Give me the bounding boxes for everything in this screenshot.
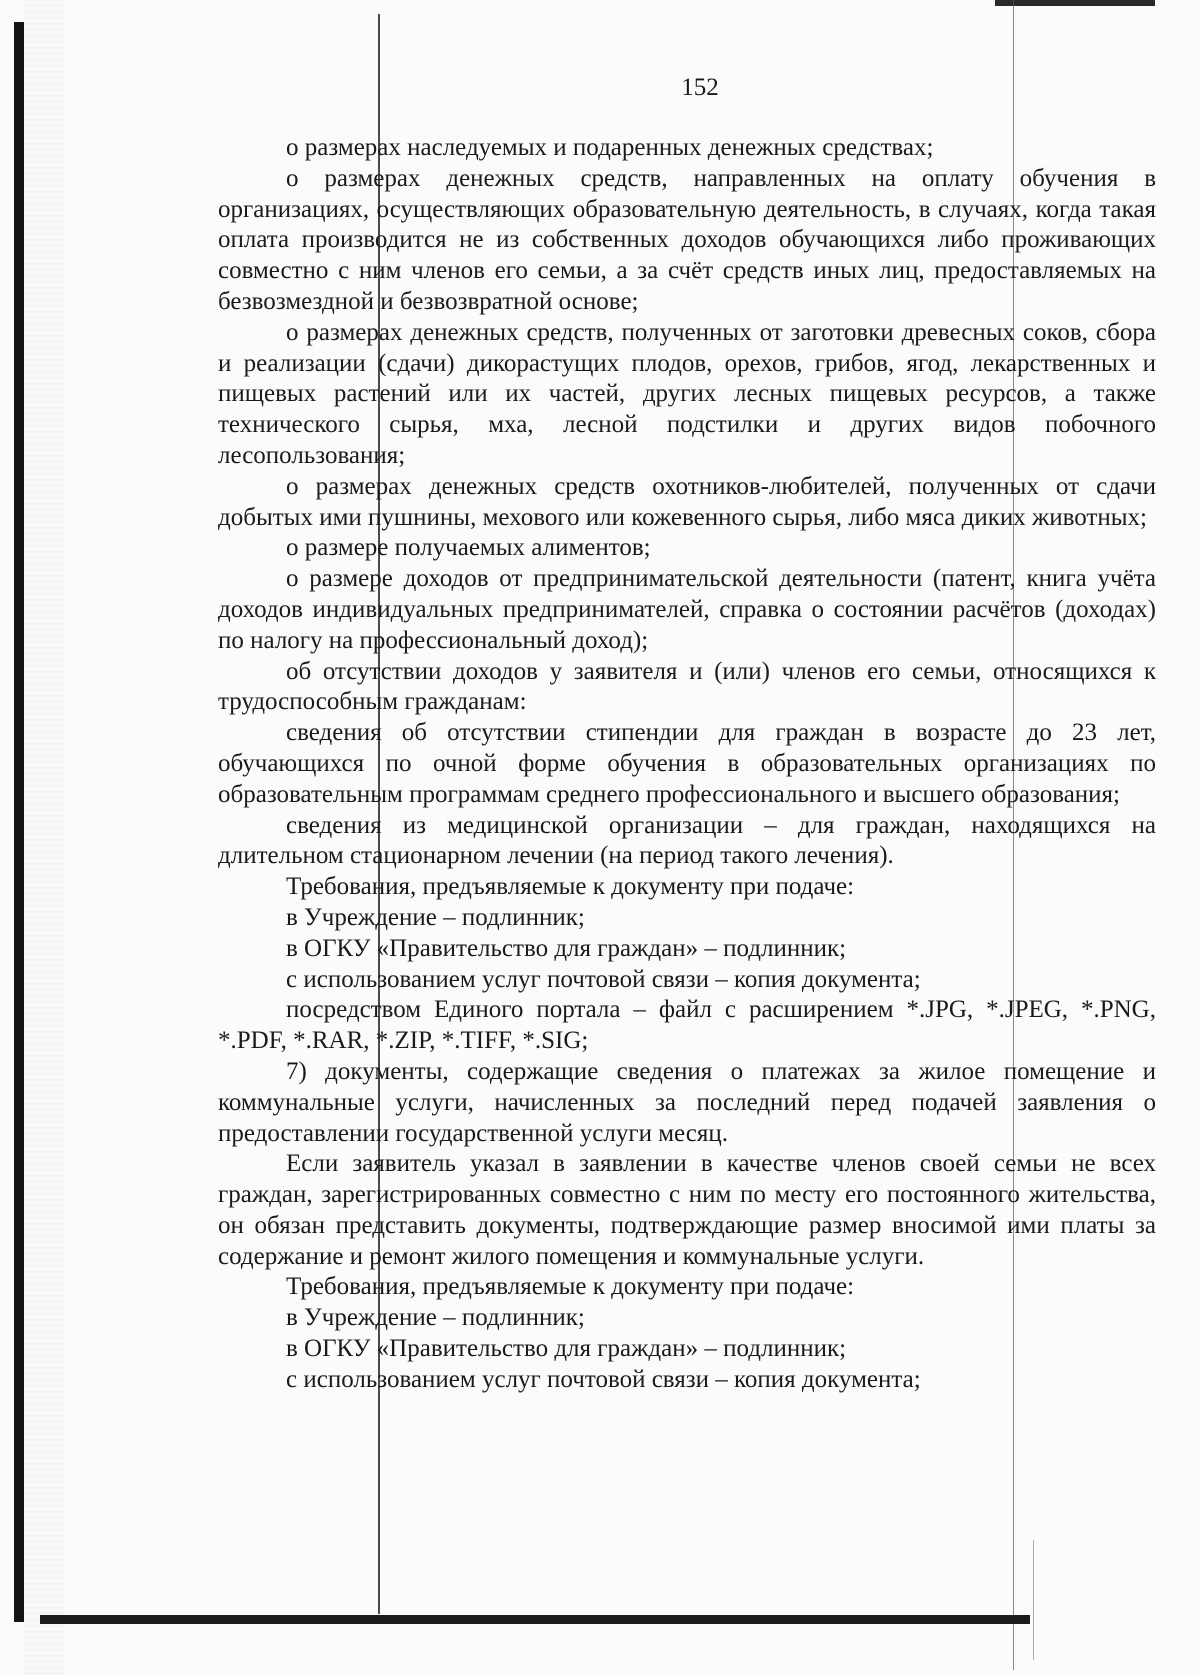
paragraph: сведения об отсутствии стипендии для граждан в возрасте до 23 лет, обучающихся по очной форме обучения в образовательных организациях по образовательным программам среднего профессионального и высшего образования; [218,719,1156,808]
paragraph: о размере доходов от предпринимательской деятельности (патент, книга учёта доходов индивидуальных предпринимателей, справка о состоянии расчётов (доходах) по налогу на профессиональный доход); [218,565,1156,654]
paragraph: в ОГКУ «Правительство для граждан» – подлинник; [286,934,847,962]
paragraph: с использованием услуг почтовой связи – копия документа; [286,965,921,993]
paragraph: Требования, предъявляемые к документу при подаче: [286,1273,855,1301]
paragraph: о размере получаемых алиментов; [286,534,651,562]
paragraph: о размерах денежных средств охотников-любителей, полученных от сдачи добытых ими пушнины, мехового или кожевенного сырья, либо мяса диких животных; [218,472,1156,531]
paragraph: Если заявитель указал в заявлении в качестве членов своей семьи не всех граждан, зарегистрированных совместно с ним по месту его постоянного жительства, он обязан представить документы, подтверждающие размер вносимой ими платы за содержание и ремонт жилого помещения и коммунальные услуги. [218,1150,1156,1270]
paragraph: в Учреждение – подлинник; [286,903,585,931]
document-body [218,133,1156,1396]
paragraph: сведения из медицинской организации – для граждан, находящихся на длительном стационарном лечении (на период такого лечения). [218,811,1156,870]
paragraph: 7) документы, содержащие сведения о платежах за жилое помещение и коммунальные услуги, начисленных за последний перед подачей заявления о предоставлении государственной услуги месяц. [218,1057,1156,1147]
scan-left-edge-bar [14,22,24,1622]
paragraph: об отсутствии доходов у заявителя и (или) членов его семьи, относящихся к трудоспособным гражданам: [218,657,1156,716]
paragraph: посредством Единого портала – файл с расширением *.JPG, *.JPEG, *.PNG, *.PDF, *.RAR, *.ZIP, *.TIFF, *.SIG; [218,996,1156,1055]
scan-fold-line [1033,1540,1034,1660]
page-number: 152 [681,74,719,101]
paragraph: в ОГКУ «Правительство для граждан» – подлинник; [286,1335,847,1363]
paragraph: в Учреждение – подлинник; [286,1304,585,1332]
paragraph: Требования, предъявляемые к документу при подаче: [286,873,855,901]
scan-top-edge-bar [995,0,1155,6]
paragraph: с использованием услуг почтовой связи – копия документа; [286,1365,921,1393]
paragraph: о размерах денежных средств, полученных от заготовки древесных соков, сбора и реализации (сдачи) дикорастущих плодов, орехов, грибов, ягод, лекарственных и пищевых растений или их частей, других лесных пищевых ресурсов, а также технического сырья, мха, лесной подстилки и других видов побочного лесопользования; [218,318,1156,469]
paragraph: о размерах денежных средств, направленных на оплату обучения в организациях, осуществляющих образовательную деятельность, в случаях, когда такая оплата производится не из собственных доходов обучающихся либо проживающих совместно с ним членов его семьи, а за счёт средств иных лиц, предоставляемых на безвозмездной и безвозвратной основе; [218,164,1156,315]
scan-bottom-edge-bar [40,1615,1030,1624]
paragraph: о размерах наследуемых и подаренных денежных средствах; [286,134,934,161]
scan-edge-noise [24,0,64,1675]
